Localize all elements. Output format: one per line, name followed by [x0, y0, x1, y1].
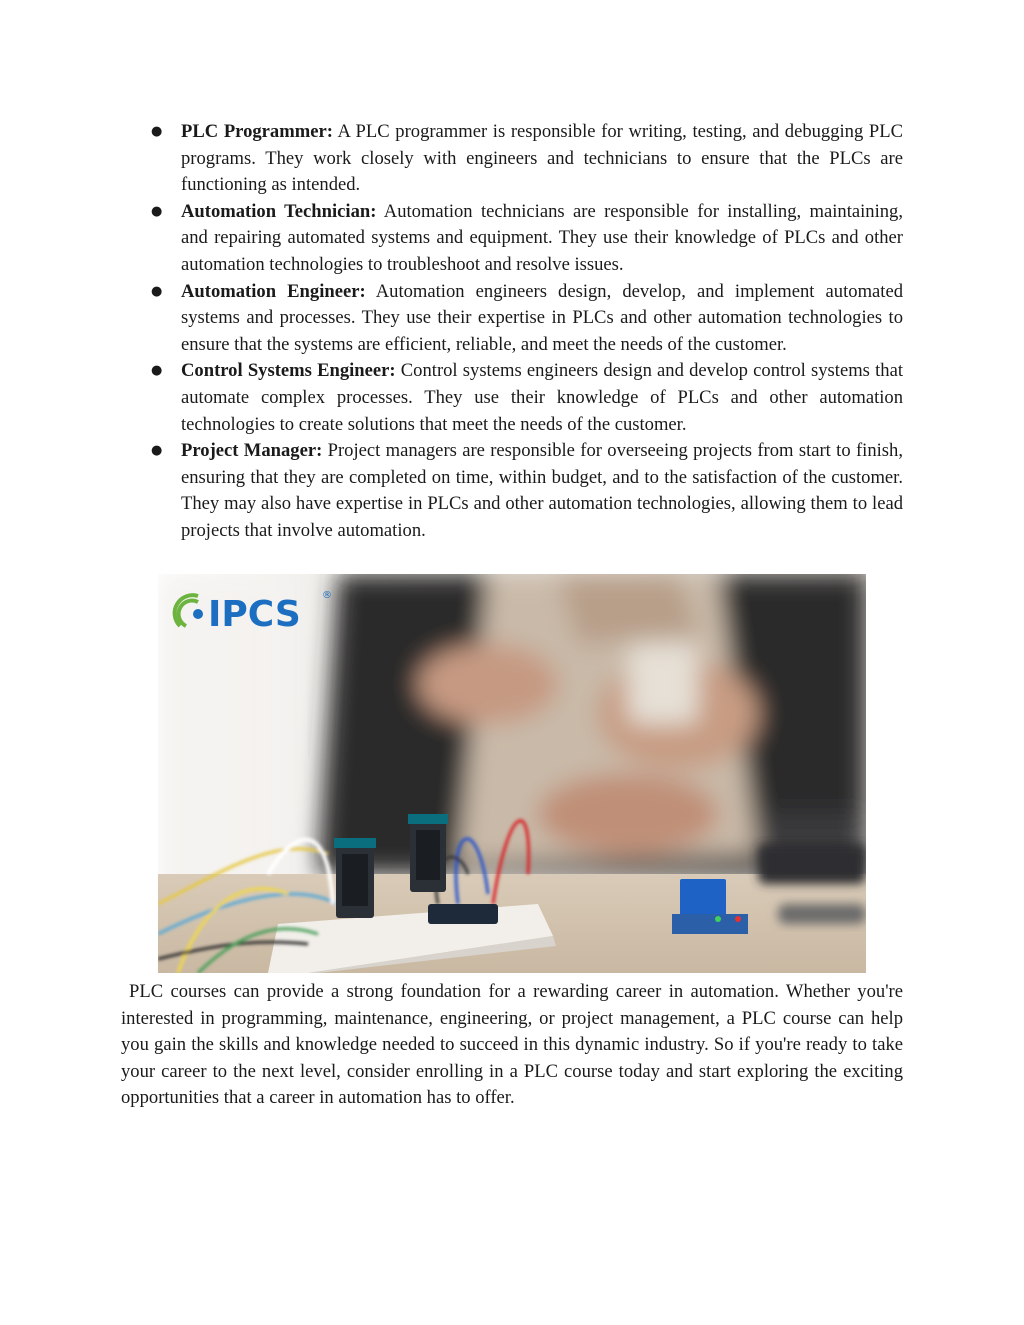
role-description: Automation engineers design, develop, and implement automated systems and processes. They use their expertise in PLCs and other automation technologies to ensure that the systems are efficient, reliable, and meet the needs of the customer. — [181, 280, 903, 355]
role-description: Automation technicians are responsible for installing, maintaining, and repairing automated systems and equipment. They use their knowledge of PLCs and other automation technologies to troubleshoot and resolve issues. — [181, 200, 903, 275]
list-item-control-systems-engineer — [139, 358, 903, 438]
bullet-icon: ● — [151, 363, 163, 379]
role-description: Control systems engineers design and develop control systems that automate complex processes. They use their knowledge of PLCs and other automation technologies to create solutions that meet the needs of the customer. — [181, 360, 903, 435]
electronics-photo — [158, 574, 866, 973]
bullet-icon: ● — [151, 203, 163, 219]
logo-text: IPCS — [208, 594, 301, 635]
electronics-photo-illustration — [158, 574, 866, 973]
bullet-icon: ● — [151, 283, 163, 299]
role-term: PLC Programmer: — [181, 121, 333, 142]
role-term: Project Manager: — [181, 440, 323, 462]
logo-registered-mark: ® — [322, 590, 332, 601]
list-item-project-manager — [139, 438, 903, 544]
role-description: A PLC programmer is responsible for writing, testing, and debugging PLC programs. They work closely with engineers and technicians to ensure that the PLCs are functioning as intended. — [181, 121, 904, 196]
role-term: Control Systems Engineer: — [181, 360, 396, 382]
role-description: Project managers are responsible for overseeing projects from start to finish, ensuring that they are completed on time, within budget, and to the satisfaction of the customer. They may also have expertise in PLCs and other automation technologies, allowing them to lead projects that involve automation. — [181, 440, 903, 541]
role-term: Automation Technician: — [181, 200, 377, 222]
role-term: Automation Engineer: — [181, 280, 366, 302]
list-item-plc-programmer — [139, 119, 903, 199]
bullet-icon: ● — [151, 124, 163, 139]
list-item-automation-technician — [139, 199, 903, 279]
list-item-automation-engineer — [139, 279, 903, 359]
bullet-icon: ● — [151, 443, 163, 459]
conclusion-paragraph: PLC courses can provide a strong foundation for a rewarding career in automation. Whether you're interested in programming, maintenance, engineering, or project management, a PLC course can help you gain the skills and knowledge needed to succeed in this dynamic industry. So if you're ready to take your career to the next level, consider enrolling in a PLC course today and start exploring the exciting opportunities that a career in automation has to offer. — [121, 981, 903, 1109]
career-roles-list — [139, 119, 903, 545]
